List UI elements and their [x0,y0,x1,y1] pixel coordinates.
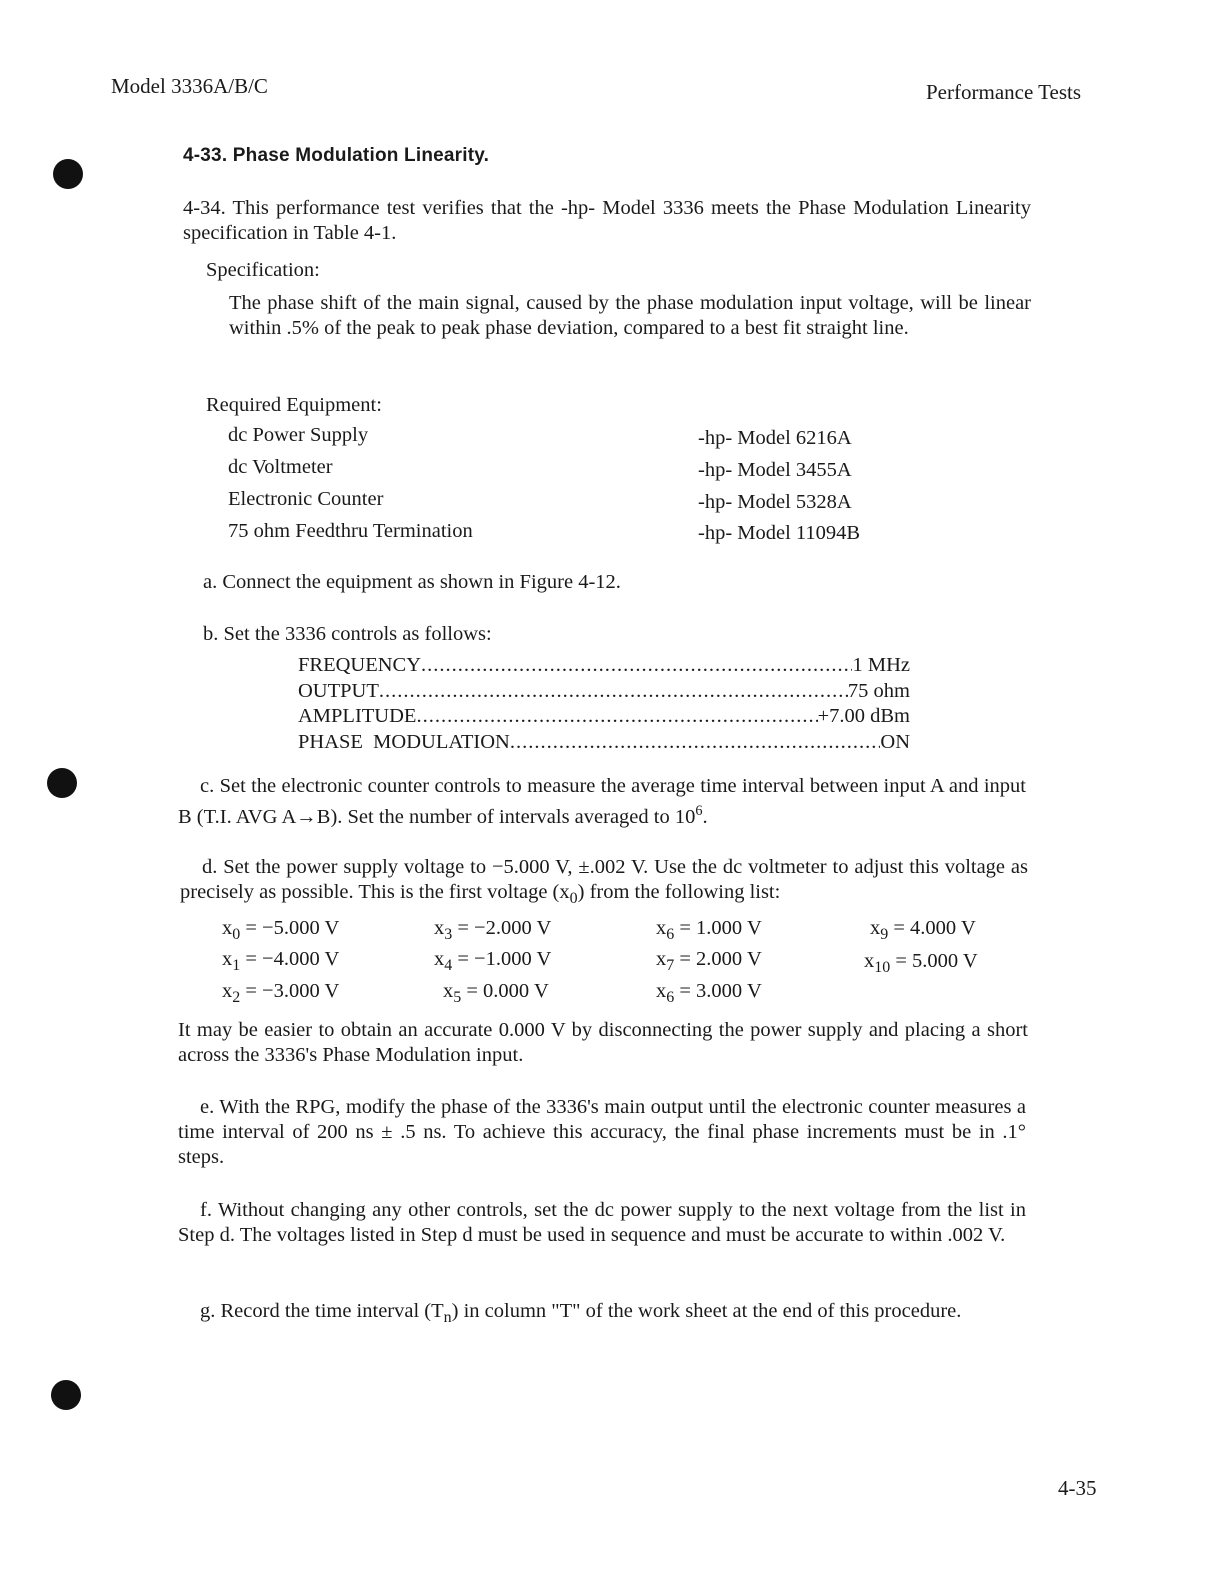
header-model: Model 3336A/B/C [111,74,268,98]
voltage-sub: 2 [232,989,241,1007]
voltage-sub: 9 [880,926,889,944]
voltage-value: = 0.000 V [466,980,549,1002]
equipment-model: -hp- Model 5328A [698,491,852,513]
voltage-value: = 4.000 V [893,917,976,939]
voltage-value: = −1.000 V [457,948,552,970]
voltage-sub: 5 [453,989,462,1007]
voltage-var: x [656,980,667,1002]
control-name: AMPLITUDE [298,705,417,727]
voltage-var: x [434,917,445,939]
voltage-value: = 3.000 V [679,980,762,1002]
control-value: 1 MHz [852,654,910,676]
dot-leader [379,680,848,703]
header-section: Performance Tests [926,80,1082,104]
voltage-item [656,948,762,975]
voltage-item [656,980,762,1007]
voltage-var: x [864,950,875,972]
control-setting [298,654,910,677]
voltage-var: x [222,948,233,970]
voltage-item [222,948,339,975]
control-name: FREQUENCY [298,654,422,676]
control-setting [298,731,910,754]
page-number: 4-35 [1058,1476,1097,1500]
dot-leader [416,705,817,728]
step-d-note: It may be easier to obtain an accurate 0.000 V by disconnecting the power supply and placing a short across the 3336's Phase Modulation input. [178,1019,1028,1066]
voltage-var: x [870,917,881,939]
voltage-sub: 6 [666,989,675,1007]
voltage-item [222,917,339,944]
specification-text: The phase shift of the main signal, caused by the phase modulation input voltage, will be linear within .5% of the peak to peak phase deviation, compared to a best fit straight line. [229,292,1031,339]
step-a: a. Connect the equipment as shown in Figure 4-12. [203,571,621,593]
step-b: b. Set the 3336 controls as follows: [203,623,492,645]
voltage-item [434,948,551,975]
voltage-value: = 1.000 V [679,917,762,939]
dot-leader [421,654,852,677]
step-d-text: d. Set the power supply voltage to −5.000 V, ±.002 V. Use the dc voltmeter to adjust this voltage as precisely as possible. This is the first voltage (x [180,856,1028,903]
step-d [180,855,1028,911]
voltage-item [222,980,339,1007]
equipment-name: Electronic Counter [228,488,384,510]
voltage-var: x [656,917,667,939]
voltage-item [656,917,762,944]
step-d-sub: 0 [569,890,578,908]
equipment-model: -hp- Model 3455A [698,459,852,481]
equipment-name: dc Voltmeter [228,456,333,478]
voltage-sub: 1 [232,957,241,975]
voltage-sub: 6 [666,926,675,944]
punch-hole [53,159,83,189]
voltage-item [870,917,976,944]
control-name: OUTPUT [298,680,379,702]
control-value: +7.00 dBm [817,705,910,727]
voltage-sub: 3 [444,926,453,944]
voltage-sub: 7 [666,957,675,975]
voltage-var: x [222,917,233,939]
control-value: ON [880,731,910,753]
voltage-sub: 0 [232,926,241,944]
equipment-model: -hp- Model 6216A [698,427,852,449]
step-g-text: g. Record the time interval (T [200,1300,444,1322]
voltage-sub: 10 [874,959,891,977]
punch-hole [51,1380,81,1410]
step-e: e. With the RPG, modify the phase of the 3336's main output until the electronic counter measures a time interval of 200 ns ± .5 ns. To achieve this accuracy, the final phase increments must be in .1° steps. [178,1096,1026,1168]
voltage-var: x [222,980,233,1002]
step-g-end: ) in column "T" of the work sheet at the end of this procedure. [451,1300,962,1322]
step-c-text: c. Set the electronic counter controls to measure the average time interval between input A and input B (T.I. AVG A→B). Set the number of intervals averaged to 10 [178,775,1026,828]
control-value: 75 ohm [847,680,910,702]
step-f: f. Without changing any other controls, set the dc power supply to the next voltage from the list in Step d. The voltages listed in Step d must be used in sequence and must be accurate to within .002 V. [178,1199,1026,1246]
voltage-item [443,980,549,1007]
voltage-item [434,917,551,944]
step-g-sub: n [443,1309,452,1327]
section-title: 4-33. Phase Modulation Linearity. [183,145,490,166]
dot-leader [510,731,881,754]
intro-paragraph: 4-34. This performance test verifies that the -hp- Model 3336 meets the Phase Modulation Linearity specification in Table 4-1. [183,197,1031,244]
voltage-value: = −2.000 V [457,917,552,939]
voltage-var: x [434,948,445,970]
voltage-var: x [656,948,667,970]
equipment-model: -hp- Model 11094B [698,522,861,544]
control-name: PHASE MODULATION [298,731,510,753]
specification-label: Specification: [206,259,320,281]
voltage-sub: 4 [444,957,453,975]
control-setting [298,705,910,728]
step-c-exponent: 6 [695,803,703,819]
step-c [178,774,1026,830]
voltage-value: = 5.000 V [895,950,978,972]
punch-hole [47,768,77,798]
voltage-value: = 2.000 V [679,948,762,970]
equipment-name: dc Power Supply [228,424,369,446]
step-d-end: ) from the following list: [577,881,781,903]
equipment-label: Required Equipment: [206,394,382,416]
step-g [178,1299,1026,1330]
step-c-end: . [702,805,708,828]
voltage-value: = −3.000 V [245,980,340,1002]
control-setting [298,680,910,703]
voltage-item [864,950,978,977]
voltage-value: = −5.000 V [245,917,340,939]
voltage-value: = −4.000 V [245,948,340,970]
voltage-var: x [443,980,454,1002]
equipment-name: 75 ohm Feedthru Termination [228,520,473,542]
